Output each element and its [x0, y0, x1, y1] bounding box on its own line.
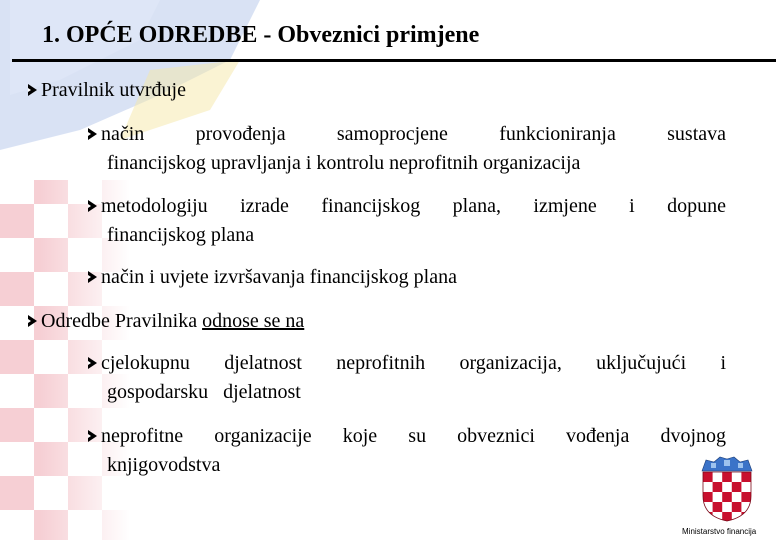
bullet-cjelokupnu-djelatnost: cjelokupnu djelatnost neprofitnih organizacija, uključujući i gospodarsku djelatnost	[88, 349, 726, 407]
arrow-bullet-icon	[28, 315, 37, 327]
bullet-nacin-provodenja: način provođenja samoprocjene funkcioniranja sustava financijskog upravljanja i kontrolu neprofitnih organizacija	[88, 120, 726, 178]
bullet-pravilnik-utvrduje: Pravilnik utvrđuje	[28, 76, 728, 105]
bullet-nacin-i-uvjete: način i uvjete izvršavanja financijskog plana	[88, 263, 726, 292]
bullet-odredbe-pravilnika: Odredbe Pravilnika odnose se na	[28, 307, 728, 336]
arrow-bullet-icon	[88, 200, 97, 212]
arrow-bullet-icon	[28, 84, 37, 96]
arrow-bullet-icon	[88, 271, 97, 283]
slide-title: 1. OPĆE ODREDBE - Obveznici primjene	[42, 22, 480, 48]
arrow-bullet-icon	[88, 357, 97, 369]
footer-ministry-label: Ministarstvo financija	[682, 527, 757, 536]
arrow-bullet-icon	[88, 430, 97, 442]
title-underline	[12, 59, 776, 62]
coat-of-arms-icon	[700, 456, 754, 522]
arrow-bullet-icon	[88, 128, 97, 140]
bullet-metodologiju: metodologiju izrade financijskog plana, izmjene i dopune financijskog plana	[88, 192, 726, 250]
bullet-neprofitne-organizacije: neprofitne organizacije koje su obveznici vođenja dvojnog knjigovodstva	[88, 422, 726, 480]
